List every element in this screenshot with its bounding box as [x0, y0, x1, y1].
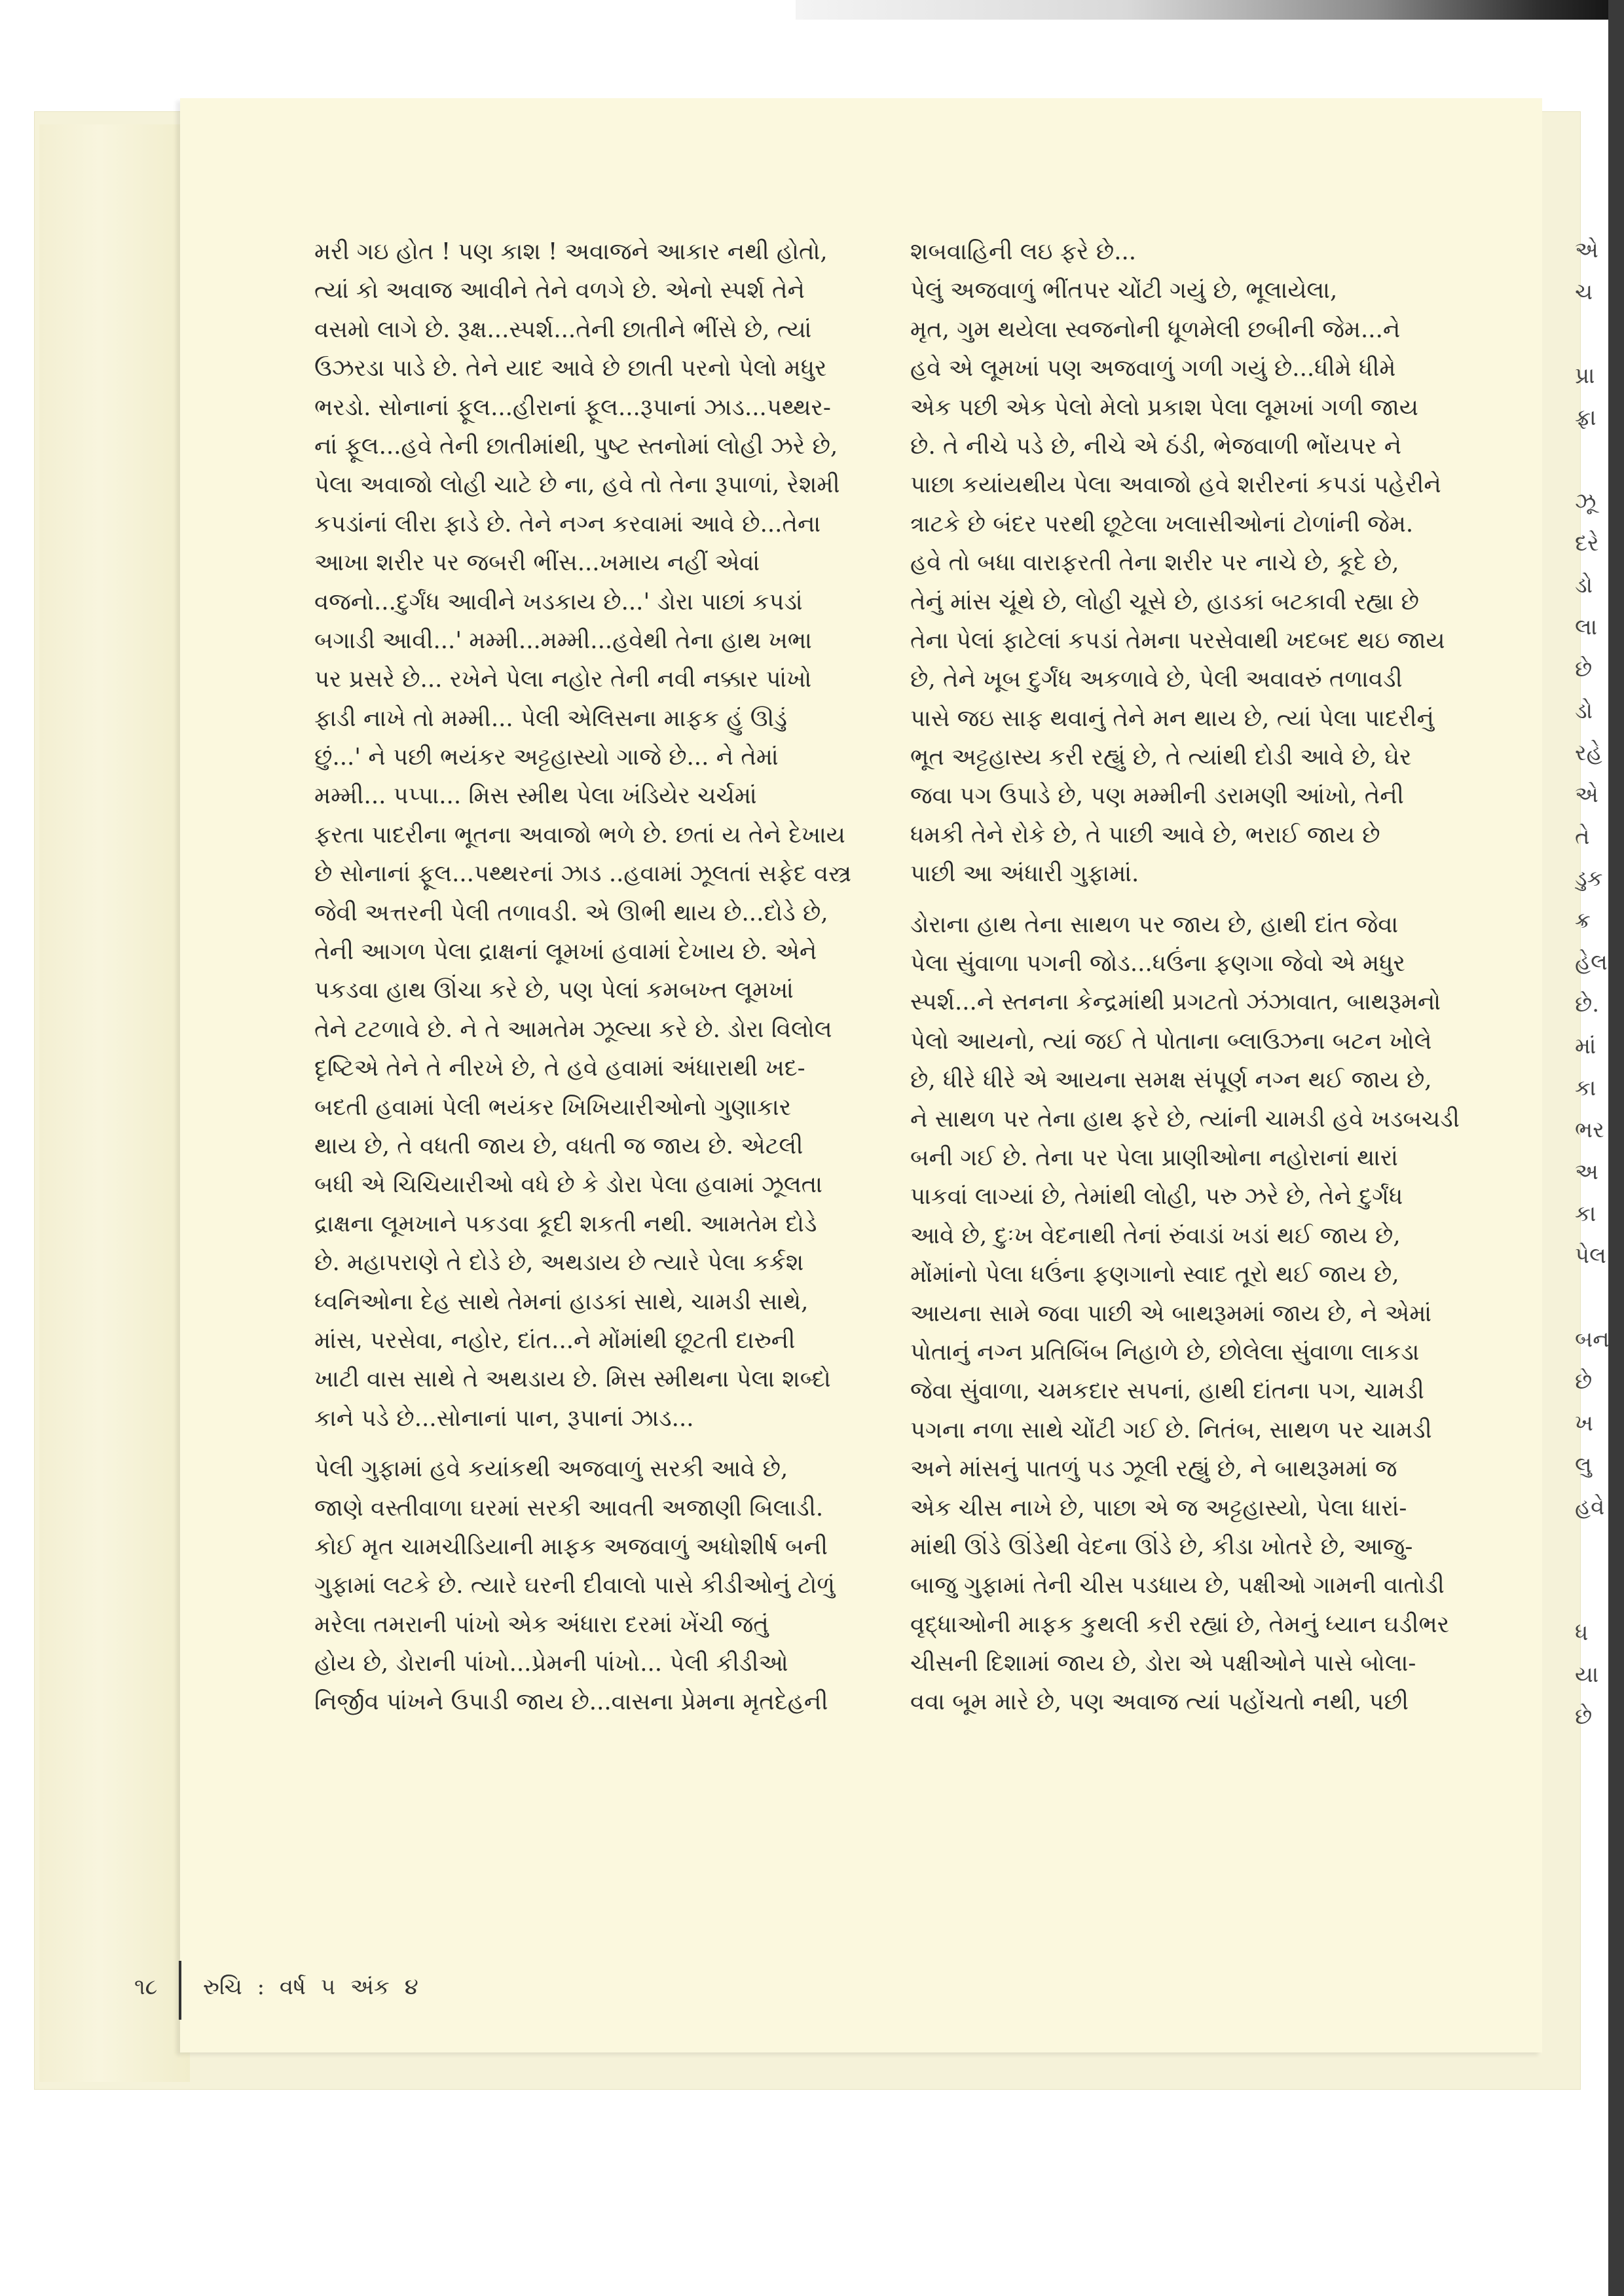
scan-top-shadow [796, 0, 1624, 20]
text-line: મરી ગઇ હોત ! પણ કાશ ! અવાજને આકાર નથી હોતો, [314, 238, 828, 265]
margin-fragment: ભર [1575, 1117, 1604, 1143]
text-line: વૃદ્ધાઓની માફક કુથલી કરી રહ્યાં છે, તેમનું ધ્યાન ઘડીભર [910, 1611, 1450, 1638]
text-line: છું...' ને પછી ભયંકર અટ્ટહાસ્યો ગાજે છે... ને તેમાં [314, 744, 779, 771]
text-line: આખા શરીર પર જબરી ભીંસ...ખમાય નહીં એવાં [314, 549, 760, 577]
text-line: જાણે વસ્તીવાળા ઘરમાં સરકી આવતી અજાણી બિલાડી. [314, 1494, 824, 1522]
text-line: અને માંસનું પાતળું પડ ઝૂલી રહ્યું છે, ને બાથરૂમમાં જ [910, 1455, 1397, 1483]
text-line: તેના પેલાં ફાટેલાં કપડાં તેમના પરસેવાથી ખદબદ થઇ જાય [910, 627, 1445, 654]
text-line: સ્પર્શ...ને સ્તનના કેન્દ્રમાંથી પ્રગટતો ઝંઝાવાત, બાથરૂમનો [910, 989, 1441, 1016]
text-line: કોઈ મૃત ચામચીડિયાની માફક અજવાળું અધોશીર્ષ બની [314, 1533, 828, 1560]
page-number: ૧૮ [134, 1974, 158, 2000]
margin-fragment: લા [1575, 614, 1598, 640]
margin-fragment: ફ્રા [1575, 405, 1596, 431]
margin-fragment: કા [1575, 1075, 1596, 1101]
text-line: પેલું અજવાળું ભીંતપર ચોંટી ગયું છે, ભૂલાયેલા, [910, 277, 1338, 304]
margin-fragment: પ્રા [1575, 363, 1595, 389]
text-line: છે સોનાનાં ફૂલ...પથ્થરનાં ઝાડ ..હવામાં ઝૂલતાં સફેદ વસ્ત્ર [314, 860, 852, 888]
margin-fragment: છે [1575, 1368, 1593, 1394]
text-line: હોય છે, ડોરાની પાંખો...પ્રેમની પાંખો... પેલી કીડીઓ [314, 1650, 788, 1677]
margin-fragment: એ [1575, 237, 1598, 263]
text-line: તેને ટટળાવે છે. ને તે આમતેમ ઝૂલ્યા કરે છે. ડોરા વિલોલ [314, 1015, 832, 1043]
text-line: વવા બૂમ મારે છે, પણ અવાજ ત્યાં પહોંચતો નથી, પછી [910, 1688, 1409, 1716]
margin-fragment: તે [1575, 824, 1590, 850]
footer-divider [179, 1961, 181, 2020]
text-line: ત્યાં કો અવાજ આવીને તેને વળગે છે. એનો સ્પર્શ તેને [314, 277, 805, 304]
text-line: પેલી ગુફામાં હવે કયાંકથી અજવાળું સરકી આવે છે, [314, 1455, 788, 1483]
margin-fragment: છે. [1575, 991, 1600, 1017]
text-line: બગાડી આવી...' મમ્મી...મમ્મી...હવેથી તેના હાથ ખભા [314, 627, 812, 654]
text-line: છે. મહાપરાણે તે દોડે છે, અથડાય છે ત્યારે પેલા કર્કશ [314, 1249, 804, 1277]
margin-fragment: ચ [1575, 279, 1593, 305]
text-line: બદતી હવામાં પેલી ભયંકર ખિખિયારીઓનો ગુણાકાર [314, 1093, 792, 1121]
paragraph-break [910, 894, 1486, 905]
text-line: પેલા સુંવાળા પગની જોડ...ધઉંના ફણગા જેવો એ મધુર [910, 950, 1405, 977]
text-line: ખાટી વાસ સાથે તે અથડાય છે. મિસ સ્મીથના પેલા શબ્દો [314, 1366, 831, 1393]
text-line: પોતાનું નગ્ન પ્રતિબિંબ નિહાળે છે, છોલેલા સુંવાળા લાકડા [910, 1338, 1420, 1366]
text-line: પકડવા હાથ ઊંચા કરે છે, પણ પેલાં કમબખ્ત લૂમખાં [314, 977, 794, 1004]
text-line: ભરડો. સોનાનાં ફૂલ...હીરાનાં ફૂલ...રૂપાનાં ઝાડ...પથ્થર- [314, 393, 831, 421]
text-line: બની ગઈ છે. તેના પર પેલા પ્રાણીઓના નહોરાનાં થારાં [910, 1144, 1398, 1171]
text-line: કપડાંનાં લીરા ફાડે છે. તેને નગ્ન કરવામાં આવે છે...તેના [314, 510, 821, 538]
text-line: જેવા સુંવાળા, ચમકદાર સપનાં, હાથી દાંતના પગ, ચામડી [910, 1377, 1424, 1405]
margin-fragment: લુ [1575, 1452, 1592, 1478]
text-line: પાછા કયાંયથીય પેલા અવાજો હવે શરીરનાં કપડાં પહેરીને [910, 471, 1441, 499]
text-line: ધમકી તેને રોકે છે, તે પાછી આવે છે, ભરાઈ જાય છે [910, 821, 1380, 848]
margin-fragment: ઝૂ [1575, 488, 1596, 515]
margin-fragment: બન [1575, 1326, 1610, 1353]
margin-fragment: એ [1575, 782, 1598, 808]
magazine-page [180, 98, 1542, 2052]
text-line: પાકવાં લાગ્યાં છે, તેમાંથી લોહી, પરુ ઝરે છે, તેને દુર્ગંધ [910, 1183, 1403, 1211]
text-line: મોંમાંનો પેલા ધઉંના ફણગાનો સ્વાદ તૂરો થઈ જાય છે, [910, 1261, 1399, 1288]
text-line: વસમો લાગે છે. રૂક્ષ...સ્પર્શ...તેની છાતીને ભીંસે છે, ત્યાં [314, 316, 812, 343]
text-line: થાય છે, તે વધતી જાય છે, વધતી જ જાય છે. એટલી [314, 1132, 803, 1159]
margin-fragment: છે [1575, 1704, 1593, 1730]
margin-fragment [1575, 1528, 1614, 1570]
margin-fragment: યા [1575, 1662, 1599, 1688]
margin-fragment: ડુક [1575, 866, 1603, 892]
text-line: બધી એ ચિચિયારીઓ વધે છે કે ડોરા પેલા હવામાં ઝૂલતા [314, 1171, 822, 1199]
text-line: પેલા અવાજો લોહી ચાટે છે ના, હવે તો તેના રૂપાળાં, રેશમી [314, 471, 840, 499]
margin-fragment: ધ [1575, 1620, 1589, 1646]
margin-fragment: દરે [1575, 530, 1599, 556]
text-line: આયના સામે જવા પાછી એ બાથરૂમમાં જાય છે, ને એમાં [910, 1300, 1432, 1327]
text-line: પર પ્રસરે છે... રખેને પેલા નહોર તેની નવી નક્કાર પાંખો [314, 666, 812, 693]
text-line: ઉઝરડા પાડે છે. તેને યાદ આવે છે છાતી પરનો પેલો મધુર [314, 355, 827, 382]
margin-fragment: માં [1575, 1033, 1596, 1059]
margin-fragment: હવે [1575, 1494, 1605, 1520]
margin-fragment: રહે [1575, 740, 1602, 766]
text-line: શબવાહિની લઇ ફરે છે... [910, 238, 1137, 265]
margin-fragment: અ [1575, 1159, 1598, 1185]
text-line: મૃત, ગુમ થયેલા સ્વજનોની ધૂળમેલી છબીની જેમ...ને [910, 316, 1401, 343]
text-line: દૃષ્ટિએ તેને તે નીરખે છે, તે હવે હવામાં અંધારાથી ખદ- [314, 1055, 805, 1082]
margin-fragment: ખ [1575, 1410, 1593, 1436]
journal-issue: રુચિ : વર્ષ ૫ અંક ૪ [203, 1974, 418, 2000]
text-line: પાસે જઇ સાફ થવાનું તેને મન થાય છે, ત્યાં પેલા પાદરીનું [910, 704, 1434, 732]
text-line: ફરતા પાદરીના ભૂતના અવાજો ભળે છે. છતાં ય તેને દેખાય [314, 821, 845, 848]
text-line: નાં ફૂલ...હવે તેની છાતીમાંથી, પુષ્ટ સ્તનોમાં લોહી ઝરે છે, [314, 432, 838, 460]
margin-fragment [1575, 1570, 1614, 1612]
text-line: બાજુ ગુફામાં તેની ચીસ પડધાય છે, પક્ષીઓ ગામની વાતોડી [910, 1572, 1445, 1599]
text-line: દ્રાક્ષના લૂમખાને પકડવા કૂદી શકતી નથી. આમતેમ દોડે [314, 1210, 817, 1237]
text-line: છે, તેને ખૂબ દુર્ગંધ અકળાવે છે, પેલી અવાવરું તળાવડી [910, 666, 1403, 693]
adjacent-page-margin [1575, 229, 1614, 1738]
text-line: ત્રાટકે છે બંદર પરથી છૂટેલા ખલાસીઓનાં ટોળાંની જેમ. [910, 510, 1414, 538]
margin-fragment [1575, 313, 1614, 355]
text-line: ને સાથળ પર તેના હાથ ફરે છે, ત્યાંની ચામડી હવે ખડબચડી [910, 1105, 1460, 1133]
text-line: કાને પડે છે...સોનાનાં પાન, રૂપાનાં ઝાડ... [314, 1404, 694, 1432]
margin-fragment [1575, 439, 1614, 481]
text-line: માંથી ઊંડે ઊંડેથી વેદના ઊંડે છે, કીડા ખોતરે છે, આજુ- [910, 1533, 1413, 1560]
text-line: છે, ધીરે ધીરે એ આયના સમક્ષ સંપૂર્ણ નગ્ન થઈ જાય છે, [910, 1066, 1432, 1094]
text-line: જવા પગ ઉપાડે છે, પણ મમ્મીની ડરામણી આંખો, તેની [910, 782, 1404, 810]
text-line: એક પછી એક પેલો મેલો પ્રકાશ પેલા લૂમખાં ગળી જાય [910, 393, 1418, 421]
text-line: જેવી અત્તરની પેલી તળાવડી. એ ઊભી થાય છે...દોડે છે, [314, 899, 828, 926]
margin-fragment: કા [1575, 1201, 1596, 1227]
text-line: હવે તો બધા વારાફરતી તેના શરીર પર નાચે છે, કૂદે છે, [910, 549, 1399, 577]
text-line: નિર્જીવ પાંખને ઉપાડી જાય છે...વાસના પ્રેમના મૃતદેહની [314, 1688, 828, 1716]
text-line: પગના નળા સાથે ચોંટી ગઈ છે. નિતંબ, સાથળ પર ચામડી [910, 1416, 1432, 1444]
text-line: ધ્વનિઓના દેહ સાથે તેમનાં હાડકાં સાથે, ચામડી સાથે, [314, 1288, 809, 1315]
text-line: ભૂત અટ્ટહાસ્ય કરી રહ્યું છે, તે ત્યાંથી દોડી આવે છે, ઘેર [910, 744, 1412, 771]
paragraph-break [314, 1438, 891, 1449]
page-footer [134, 1961, 724, 2020]
text-line: તેની આગળ પેલા દ્રાક્ષનાં લૂમખાં હવામાં દેખાય છે. એને [314, 938, 817, 966]
margin-fragment: ડો [1575, 572, 1593, 598]
margin-fragment: ક્ર [1575, 907, 1591, 934]
text-line: ચીસની દિશામાં જાય છે, ડોરા એ પક્ષીઓને પાસે બોલા- [910, 1650, 1416, 1677]
text-line: હવે એ લૂમખાં પણ અજવાળું ગળી ગયું છે...ધીમે ધીમે [910, 355, 1396, 382]
left-text-column [314, 232, 891, 1722]
page-edge-stack [39, 124, 190, 2082]
text-line: ફાડી નાખે તો મમ્મી... પેલી એલિસના માફક હું ઊડું [314, 704, 787, 732]
text-line: મરેલા તમરાની પાંખો એક અંધારા દરમાં ખેંચી જતું [314, 1611, 769, 1638]
margin-fragment: હેલ [1575, 949, 1608, 975]
text-line: મમ્મી... પપ્પા... મિસ સ્મીથ પેલા ખંડિયેર ચર્ચમાં [314, 782, 757, 810]
text-line: વજનો...દુર્ગંધ આવીને ખડકાય છે...' ડોરા પાછાં કપડાં [314, 588, 803, 615]
margin-fragment [1575, 1277, 1614, 1319]
text-line: આવે છે, દુઃખ વેદનાથી તેનાં રુંવાડાં ખડાં થઈ જાય છે, [910, 1222, 1401, 1249]
text-line: એક ચીસ નાખે છે, પાછા એ જ અટ્ટહાસ્યો, પેલા ધારાં- [910, 1494, 1407, 1522]
margin-fragment: પેલ [1575, 1243, 1606, 1269]
text-line: છે. તે નીચે પડે છે, નીચે એ ઠંડી, ભેજવાળી ભોંયપર ને [910, 432, 1402, 460]
text-line: પાછી આ અંધારી ગુફામાં. [910, 860, 1139, 888]
margin-fragment: છે [1575, 656, 1593, 682]
text-line: માંસ, પરસેવા, નહોર, દાંત...ને મોંમાંથી છૂટતી દારુની [314, 1326, 796, 1354]
text-line: પેલો આયનો, ત્યાં જઈ તે પોતાના બ્લાઉઝના બટન ખોલે [910, 1027, 1432, 1055]
text-line: ડોરાના હાથ તેના સાથળ પર જાય છે, હાથી દાંત જેવા [910, 911, 1399, 938]
margin-fragment: ડો [1575, 698, 1593, 724]
right-text-column [910, 232, 1486, 1722]
text-line: ગુફામાં લટકે છે. ત્યારે ઘરની દીવાલો પાસે કીડીઓનું ટોળું [314, 1572, 836, 1599]
text-line: તેનું માંસ ચૂંથે છે, લોહી ચૂસે છે, હાડકાં બટકાવી રહ્યા છે [910, 588, 1419, 615]
